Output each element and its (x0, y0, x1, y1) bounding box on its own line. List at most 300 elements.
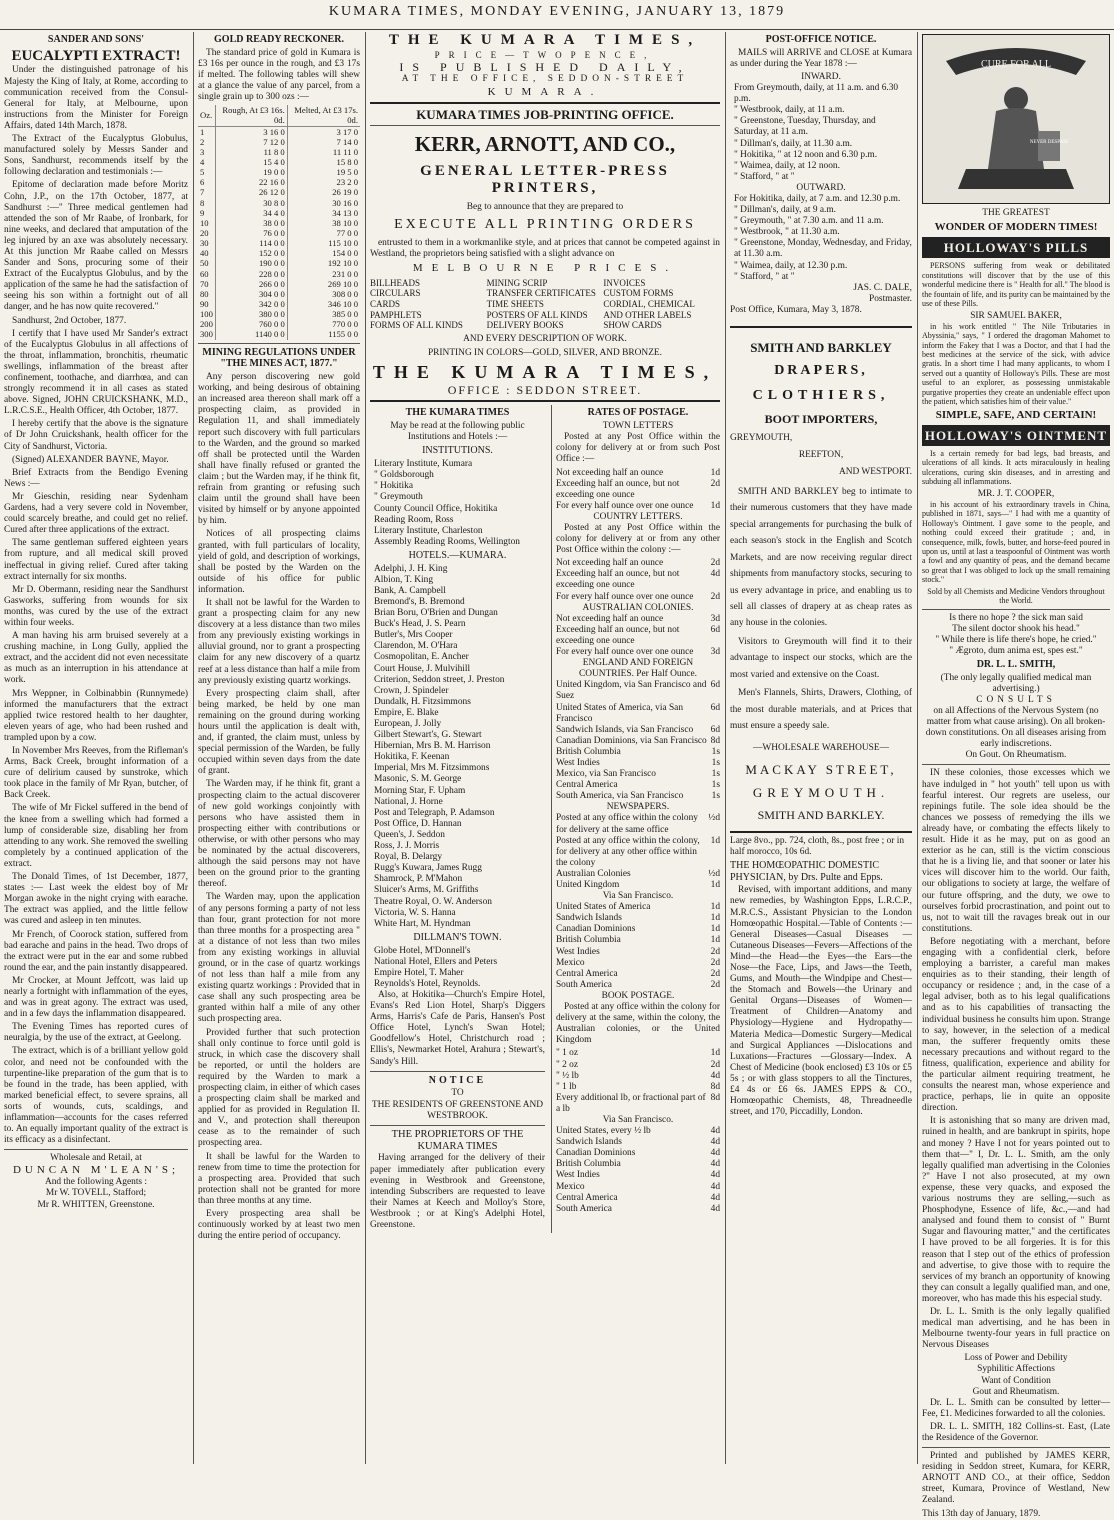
rate-value: ½d (708, 813, 720, 824)
gold-cell: 385 0 0 (287, 309, 360, 319)
rate-row (556, 558, 720, 569)
inward-item: " Stafford, " at " (734, 171, 795, 182)
rate-label: Mexico (555, 957, 585, 968)
gold-cell: 3 17 0 (287, 126, 360, 137)
rate-value: ½d (708, 868, 720, 879)
hotel-item: Queen's, J. Seddon (374, 829, 445, 840)
gold-cell: 19 5 0 (287, 167, 360, 177)
po-signed: JAS. C. DALE, (853, 282, 912, 293)
po-outward-list (730, 194, 912, 283)
rate-label: Sandwich Islands (555, 913, 622, 924)
hotel-item: Bremond's, B. Bremond (374, 596, 465, 607)
gold-cell: 269 10 0 (287, 279, 360, 289)
paragraph: Before negotiating with a merchant, before engaging with a confidential clerk, before employing a barrister, a careful man makes enquiries as to their standing, their length of occupancy or residence ; and, in the case of a legal adviser, both as to his legal qualifications and as to his capabilities of transacting the individual business he consults him upon. Strange to say, however, in the selection of a medical man, the sufferer frequently omits these necessary precautions and without regard to the fitness, qualification, experience and ability for the particular ailment requiring treatment, he consults the nearest man, whose experience and practice, perhaps, lie in quite an opposite direction. (922, 936, 1110, 1114)
gold-cell: 19 0 0 (215, 167, 287, 177)
rate-label: For every half ounce over one ounce (555, 647, 694, 658)
rate-row (556, 947, 720, 958)
rate-value: 2d (710, 558, 720, 569)
dillman-title: DILLMAN'S TOWN. (413, 931, 502, 943)
rate-row (556, 1170, 720, 1181)
paragraph: (Signed) ALEXANDER BAYNE, Mayor. (12, 454, 169, 465)
rate-label: Mexico (555, 1181, 585, 1192)
paragraph: Epitome of declaration made before Moritz Cohn, J.P., on the 17th October, 1877, at Sandhurst :—" Three medical gentlemen had attended the son of Mr Raabe, of Ironbark, for nine weeks, and declared that amputation of the leg injured by an axe was absolutely necessary. At this junction Mr Raabe called on Messrs Sander and Sons, procuring some of their Extract of the Eucalyptus Globulus, and by the application of the same he had the satisfaction of seeing his son within a fortnight out of all danger, and he has now quite recovered." (4, 180, 188, 313)
australian-title: AUSTRALIAN COLONIES. (582, 602, 694, 613)
inward-item: " Westbrook, daily, at 11 a.m. (734, 105, 845, 116)
gold-cell: 300 (200, 329, 213, 340)
gold-cell: 1 (200, 126, 205, 137)
job-item: FORMS OF ALL KINDS (370, 320, 463, 331)
rate-label: For every half ounce over one ounce (555, 500, 694, 511)
rate-label: South America, via San Francisco (555, 791, 684, 802)
svg-text:NEVER DESPAIR: NEVER DESPAIR (1029, 140, 1069, 145)
rate-value: 6d (710, 680, 720, 691)
eucalypti-title: SANDER AND SONS' (47, 34, 145, 45)
kt-published: IS PUBLISHED DAILY, (399, 60, 691, 75)
gold-cell: 38 0 0 (215, 218, 287, 228)
paragraph: Under the distinguished patronage of his Majesty the King of Italy, at Rome, according to communication received from the Consul-General for Italy, at Melbourne, upon instructions from the Minister for Foreign Affairs, dated 14th March, 1878. (4, 65, 188, 131)
gold-cell: 38 10 0 (287, 218, 360, 228)
outward-item: " Greenstone, Monday, Wednesday, and Friday, at 11.30 a.m. (734, 238, 912, 260)
gold-cell: 228 0 0 (215, 269, 287, 279)
gold-cell: 308 0 0 (287, 289, 360, 299)
outward-item: " Westbrook, " at 11.30 a.m. (734, 227, 840, 238)
paragraph: Dr. L. L. Smith is the only legally qualified medical man advertising, and he has been in Melbourne twenty-four years in full practice on Nervous Diseases (922, 1306, 1110, 1351)
rate-label: British Columbia (555, 746, 621, 757)
holloway-illustration (922, 34, 1110, 204)
rate-row (556, 813, 720, 835)
rate-label: United Kingdom, via San Francisco and Suez (555, 680, 707, 702)
rate-value: 2d (710, 968, 720, 979)
hope-1: Is there no hope ? the sick man said (949, 612, 1083, 623)
hotel-item: Crown, J. Spindeler (374, 685, 449, 696)
rate-value: 4d (710, 1126, 720, 1137)
gold-cell: 1140 0 0 (215, 329, 287, 339)
rate-value: 4d (710, 1170, 720, 1181)
also-hokitika: Also, at Hokitika—Church's Empire Hotel, Evans's Red Lion Hotel, Sharp's Diggers Arms, Harris's Cafe de Paris, Hansen's Post Office Hotel, Lynch's Swan Hotel; Goodfellow's Hotel, Christchurch road ; Ellis's, Newmarket Hotel, Arahura ; Stewart's, Sandy's Hill. (370, 989, 545, 1067)
rate-value: 4d (710, 1148, 720, 1159)
rate-value: 1d (710, 835, 720, 846)
po-date: Post Office, Kumara, May 3, 1878. (730, 304, 862, 315)
gold-row (198, 126, 360, 137)
hotel-item: Albion, T. King (374, 574, 434, 585)
book-text: Posted at any office within the colony for delivery at the same, within the colony, the Australian colonies, or the United Kingdom (555, 1002, 720, 1046)
rate-label: South America (555, 979, 612, 990)
gold-row (198, 198, 360, 208)
rates-title: RATES OF POSTAGE. (587, 407, 689, 419)
paragraph: The Evening Times has reported cures of neuralgia, by the use of the extract, at Geelong. (4, 1022, 188, 1044)
job-item: SHOW CARDS (603, 320, 662, 331)
gold-row (198, 137, 360, 147)
rate-value: 1s (711, 746, 720, 757)
gold-cell: 115 10 0 (287, 238, 360, 248)
rate-value: 1d (710, 500, 720, 511)
rate-label: Posted at any office within the colony, for delivery at any other office within the colony (555, 835, 700, 868)
rate-row (556, 736, 720, 747)
hotels-title: HOTELS.—KUMARA. (408, 549, 507, 561)
paragraph: Brief Extracts from the Bendigo Evening News :— (4, 467, 188, 489)
hotel-item: Shamrock, P. M'Mahon (374, 874, 463, 885)
rate-label: United States of America, via San Francisco (555, 702, 684, 724)
dr-want: Want of Condition (981, 1375, 1051, 1386)
rate-value: 8d (710, 1092, 720, 1103)
rate-label: United States of America (555, 902, 651, 913)
sb-drapers: DRAPERS, (774, 363, 868, 379)
paragraph: The Donald Times, of 1st December, 1877, states :— Last week the eldest boy of Mr Morgan awoke in the night crying with earache. The extract was applied, and the little fellow was cured and asleep in ten minutes. (4, 872, 188, 927)
rate-label: Central America (555, 1192, 618, 1203)
job-item: BILLHEADS (370, 277, 420, 288)
gold-cell: 200 (200, 319, 213, 330)
dillman-list (370, 946, 545, 990)
paragraph: The wife of Mr Fickel suffered in the bend of the knee from a swelling which had formed a lump of considerable size, disabling her from attending to any work. She removed the swelling completely by a continued application of the extract. (4, 803, 188, 869)
firm-beg: Beg to announce that they are prepared to (466, 201, 624, 212)
cooper-text: in his account of his extraordinary travels in China, published in 1871, says—" I had with me a quantity of Holloway's Ointment. I gave some to the people, and nothing could exceed their gratitude ; and, in consequence, milk, fowls, butter, and horse-feed poured in upon us, until at last a teaspoonful of Ointment was worth a fowl and any quantity of peas, and the demand became so great that I was obliged to lock up the small remaining stock." (922, 499, 1110, 585)
hotel-item: Ross, J. J. Morris (374, 841, 440, 852)
gold-intro: The standard price of gold in Kumara is £3 16s per ounce in the rough, and £3 17s if melted. The following tables will shew at a glance the value of any parcel, from a single grain up to 300 ozs :— (198, 47, 360, 103)
paragraph: Mr Crocker, at Mount Jeffcott, was laid up nearly a fortnight with inflammation of the eyes, and was in great agony. The extract was used, and in a few days the inflammation disappeared. (4, 975, 188, 1020)
paragraph: It shall be lawful for the Warden to renew from time to time the protection for a prospecting area. Provided that such protection shall not be granted for more than three months at any time. (198, 1151, 360, 1206)
column-kumara-times (366, 32, 724, 1464)
job-item: MINING SCRIP (486, 277, 548, 288)
rate-row (556, 880, 720, 891)
rate-label: Central America (555, 968, 618, 979)
hotel-item: Buck's Head, J. S. Pearn (374, 619, 466, 630)
paragraph: Any person discovering new gold working, and being desirous of obtaining an increased area thereon shall mark off a prospecting claim, as provided in Regulation 11, and shall immediately report such discovery with full particulars to the Warden, and the ground so marked off shall be protected until the Warden shall have finally refused or granted the claim ; but the Warden may, if he think fit, refrain from granting or refusing such claim until the ground shall have been visited by himself or by anyone appointed by him. (198, 372, 360, 527)
rate-row (556, 703, 720, 725)
gold-row (198, 208, 360, 218)
gold-cell: 60 (200, 268, 209, 279)
sb-paragraphs (730, 484, 912, 735)
rate-row (556, 980, 720, 991)
paragraph: Provided further that such protection shall only continue to force until gold is struck, in which case the discovery shall be reported, or until the holders are required by the Warden to mark a prospecting claim, in either of which cases a prospecting claim shall be marked and applied for as provided in Regulation II. and V., and protection shall thereupon cease as to the remainder of such prospecting area. (198, 1027, 360, 1149)
hotel-item: Morning Star, F. Upham (374, 785, 466, 796)
rates-country (556, 558, 720, 602)
eucalypti-headline: EUCALYPTI EXTRACT! (11, 47, 181, 64)
gold-row (198, 218, 360, 228)
institution-item: Literary Institute, Kumara (374, 459, 473, 470)
sb-boot: BOOT IMPORTERS, (764, 412, 878, 427)
hotel-item: Masonic, S. M. George (374, 774, 462, 785)
rate-value: 2d (710, 946, 720, 957)
book-title: BOOK POSTAGE. (601, 990, 675, 1001)
dillman-item: National Hotel, Ellers and Peters (374, 956, 498, 967)
rate-value: 2d (710, 979, 720, 990)
hotel-item: Victoria, W. S. Hanna (374, 907, 456, 918)
rate-value: 1d (710, 880, 720, 891)
gold-cell: 40 (200, 248, 209, 259)
firm-execute: EXECUTE ALL PRINTING ORDERS (394, 217, 696, 233)
gold-table (198, 105, 360, 339)
gold-cell: 5 (200, 167, 205, 178)
rate-label: Mexico, via San Francisco (555, 769, 656, 780)
rate-row (556, 1148, 720, 1159)
gold-cell: 30 (200, 238, 209, 249)
rate-value: 6d (710, 702, 720, 713)
gold-cell: 100 (200, 309, 213, 320)
gold-row (198, 289, 360, 299)
outward-item: " Waimea, daily, at 12.30 p.m. (734, 260, 848, 271)
rate-row (556, 1071, 720, 1082)
rates-book (556, 1048, 720, 1115)
pills-banner: HOLLOWAY'S PILLS (922, 237, 1110, 258)
dr-consults-text: on all Affections of the Nervous System (no matter from what cause arising). On all broken-down constitutions. On all diseases arising from early indiscretions. (925, 706, 1107, 750)
kt-office: AT THE OFFICE, SEDDON-STREET (401, 74, 689, 85)
institution-item: " Hokitika (374, 481, 413, 492)
hotel-item: Adelphi, J. H. King (374, 563, 448, 574)
job-item: TRANSFER CERTIFICATES (486, 288, 596, 299)
gold-cell: 30 8 0 (215, 198, 287, 208)
rate-label: Exceeding half an ounce, but not exceeding one ounce (555, 569, 680, 591)
rate-value: 6d (710, 624, 720, 635)
dr-qualified: (The only legally qualified medical man advertising.) (940, 672, 1092, 694)
hotel-item: Rugg's Kuwara, James Rugg (374, 863, 482, 874)
sb-reefton: REEFTON, (798, 449, 844, 460)
gold-cell: 26 19 0 (287, 187, 360, 197)
paragraph: Every prospecting claim shall, after being marked, be held by one man remaining on the ground during working hours until the application is dealt with, and, if granted, the claim must, unless by special permission of the Warden, be fully occupied within seven days from the date of grant. (198, 688, 360, 777)
hotel-item: Sluicer's Arms, M. Griffiths (374, 885, 479, 896)
dr-gout2: Gout and Rheumatism. (972, 1386, 1060, 1397)
rate-value: 3d (710, 647, 720, 658)
inward-item: " Dillman's, daily, at 11.30 a.m. (734, 138, 853, 149)
job-colors: PRINTING IN COLORS—GOLD, SILVER, AND BRONZE. (427, 347, 663, 358)
gold-row (198, 258, 360, 268)
dr-smith: DR. L. L. SMITH, (976, 658, 1056, 670)
dr-consults: CONSULTS (976, 694, 1056, 705)
gold-cell: 9 (200, 207, 205, 218)
rate-value: 1s (711, 791, 720, 802)
sb-name2: SMITH AND BARKLEY. (757, 808, 885, 823)
job-item: PAMPHLETS (370, 309, 422, 320)
rate-row (556, 924, 720, 935)
hotel-item: Brian Boru, O'Brien and Dungan (374, 608, 498, 619)
rate-value: 6d (710, 724, 720, 735)
gold-cell: 11 11 0 (287, 147, 360, 157)
agents-line: And the following Agents : (44, 1177, 148, 1188)
gold-row (198, 279, 360, 289)
gold-row (198, 269, 360, 279)
institution-item: Reading Room, Ross (374, 514, 454, 525)
kt-title: THE KUMARA TIMES, (388, 32, 702, 48)
rate-label: West Indies (555, 946, 600, 957)
book-ad-head: Large 8vo., pp. 724, cloth, 8s., post free ; or in half morocco, 10s 6d. (730, 835, 905, 857)
rate-value: 1d (710, 924, 720, 935)
gold-cell: 154 0 0 (287, 248, 360, 258)
gold-row (198, 228, 360, 238)
gold-cell: 77 0 0 (287, 228, 360, 238)
sb-westport: AND WESTPORT. (838, 466, 912, 477)
rate-value: 1d (710, 1048, 720, 1059)
rate-value: 4d (710, 569, 720, 580)
institution-item: " Greymouth (374, 492, 423, 503)
dr-address: DR. L. L. SMITH, 182 Collins-st. East, (Late the Residence of the Governor. (922, 1421, 1110, 1444)
rate-row (556, 791, 720, 802)
job-item: CIRCULARS (370, 288, 421, 299)
footer-office: OFFICE : SEDDON STREET. (447, 383, 643, 398)
rate-row (556, 725, 720, 736)
rate-value: 4d (710, 1159, 720, 1170)
gold-cell: 30 16 0 (287, 198, 360, 208)
gold-cell: 192 10 0 (287, 258, 360, 268)
inward-item: " Greenstone, Tuesday, Thursday, and Saturday, at 11 a.m. (734, 116, 876, 138)
printed-day: This 13th day of January, 1879. (922, 1508, 1041, 1519)
rate-value: 2d (710, 957, 720, 968)
column-post-office (726, 32, 916, 1464)
rate-label: Every additional lb, or fractional part of a lb (555, 1092, 706, 1114)
rate-label: Exceeding half an ounce, but not exceeding one ounce (555, 624, 680, 646)
gold-row (198, 187, 360, 197)
firm-name: KERR, ARNOTT, AND CO., (414, 131, 676, 156)
po-title: POST-OFFICE NOTICE. (765, 34, 877, 45)
pills-text: PERSONS suffering from weak or debilitated constitutions will discover that by the use of this wonderful medicine there is " Health for all." The blood is the fountain of life, and its purity can be maintained by the use of these Pills. (922, 261, 1110, 309)
gold-cell: 231 0 0 (287, 269, 360, 279)
masthead: KUMARA TIMES, MONDAY EVENING, JANUARY 13, 1879 (0, 4, 1114, 30)
hotel-item: Gilbert Stewart's, G. Stewart (374, 730, 482, 741)
paragraph: The same gentleman suffered eighteen years from rupture, and all medical skill proved ineffectual in giving relief. Cured after taking extract internally for six months. (4, 538, 188, 582)
rate-value: 2d (710, 478, 720, 489)
firm-entrusted: entrusted to them in a workmanlike style, and at prices that cannot be competed against in Westland, the proprietors being satisfied with a slight advance on (370, 237, 720, 259)
rate-value: 1d (710, 467, 720, 478)
gold-cell: 15 4 0 (215, 157, 287, 167)
agents-title: Wholesale and Retail, at (50, 1153, 142, 1164)
rate-label: " 2 oz (555, 1059, 579, 1070)
job-item: POSTERS OF ALL KINDS (486, 309, 588, 320)
column-eucalypti (0, 32, 192, 1464)
dr-gout: On Gout. On Rheumatism. (965, 750, 1067, 761)
rate-label: Not exceeding half an ounce (555, 467, 664, 478)
mining-paragraphs (198, 372, 360, 1242)
rate-row (556, 869, 720, 880)
rate-row (556, 913, 720, 924)
po-inward-list (730, 83, 912, 183)
gold-row (198, 157, 360, 167)
baker-text: in his work entitled " The Nile Tributaries in Abyssinia," says, " I ordered the dragoman Mahomet to inform the Fakey that I was a Doctor, and that I had the best medicines at the service of the sick, with advice gratis. In a short time I had many applicants, to whom I served out a quantity of Holloway's Pills. These are most useful to an explorer, as possessing unmistakable purgative properties they create an undeniable effect upon the patient, which satisfies him of their value." (922, 321, 1110, 407)
po-signed-role: Postmaster. (869, 293, 912, 304)
rate-value: 1s (711, 757, 720, 768)
agent-2: Mr R. WHITTEN, Greenstone. (37, 1199, 155, 1210)
job-every: AND EVERY DESCRIPTION OF WORK. (463, 333, 627, 344)
town-letters: TOWN LETTERS (602, 421, 674, 432)
hotels-list (370, 564, 545, 930)
gold-row (198, 177, 360, 187)
gold-cell: 8 (200, 197, 205, 208)
rate-label: United States, every ½ lb (555, 1126, 651, 1137)
gold-cell: 7 14 0 (287, 137, 360, 147)
hotel-item: Cosmopolitan, E. Ancher (374, 652, 469, 663)
notice-proprietors: THE PROPRIETORS OF THE KUMARA TIMES (391, 1128, 524, 1153)
gold-cell: 7 12 0 (215, 137, 287, 147)
gold-cell: 76 0 0 (215, 228, 287, 238)
rate-label: Central America (555, 780, 618, 791)
gold-cell: 34 13 0 (287, 208, 360, 218)
rate-label: British Columbia (555, 1159, 621, 1170)
rate-value: 4d (710, 1192, 720, 1203)
job-items (370, 278, 720, 331)
hotel-item: Empire, E. Blake (374, 707, 439, 718)
rate-value: 4d (710, 1181, 720, 1192)
hotel-item: Post Office, D. Hannan (374, 818, 462, 829)
gold-cell: 34 4 0 (215, 208, 287, 218)
rate-value: 2d (710, 591, 720, 602)
job-item: INVOICES (603, 277, 646, 288)
rates-town (556, 468, 720, 512)
rate-row (556, 1048, 720, 1059)
gold-title: GOLD READY RECKONER. (214, 34, 344, 45)
paragraph: A man having his arm bruised severely at a crushing machine, in Long Gully, applied the extract, and the accident did not even necessitate as much as an interruption in his attendance at work. (4, 631, 188, 686)
gold-th-melted: Melted, At £3 17s. 0d. (287, 105, 360, 126)
kt-place: KUMARA. (487, 85, 603, 98)
hotel-item: Court House, J. Mulvihill (374, 663, 471, 674)
rate-row (556, 592, 720, 603)
hotel-item: Hibernian, Mrs B. M. Harrison (374, 741, 491, 752)
gold-row (198, 329, 360, 339)
rate-label: West Indies (555, 757, 600, 768)
inward-item: " Hokitika, " at 12 noon and 6.30 p.m. (734, 149, 878, 160)
gold-row (198, 309, 360, 319)
inward-item: From Greymouth, daily, at 11 a.m. and 6.30 p.m. (734, 83, 899, 105)
via-sf-title: Via San Francisco. (602, 891, 674, 902)
rates-book-sf (556, 1126, 720, 1215)
hotel-item: Royal, B. Delargy (374, 852, 443, 863)
gold-cell: 70 (200, 278, 209, 289)
gold-cell: 342 0 0 (215, 299, 287, 309)
gold-row (198, 248, 360, 258)
paragraph: Mrs Weppner, in Colbinabbin (Runnymede) informed the manufacturers that the extract applied twice restored health to her daughter, eleven years of age, who had been rushed and trampled upon by a cow. (4, 688, 188, 743)
foreign-title: ENGLAND AND FOREIGN COUNTRIES. Per Half Ounce. (579, 658, 697, 680)
rate-value: 1s (711, 780, 720, 791)
dr-syphilitic: Syphilitic Affections (977, 1364, 1055, 1375)
eucalypti-paragraphs (4, 65, 188, 1146)
paragraph: I certify that I have used Mr Sander's extract of the Eucalyptus Globulus in all affections of the throat, inflammation, bronchitis, rheumatic swellings, inflammation of the breast after confinement, toothache, and diarrhœa, and can strongly recommend it in all cases as stated above. Signed, JOHN CRUICKSHANK, M.D., L.R.C.S.E., Health Officer, 4th October, 1877. (4, 328, 188, 417)
rate-row (556, 468, 720, 479)
rate-label: Posted at any office within the colony for delivery at the same office (555, 813, 698, 835)
institution-item: County Council Office, Hokitika (374, 503, 498, 514)
simple: SIMPLE, SAFE, AND CERTAIN! (935, 408, 1097, 421)
rate-label: Canadian Dominions (555, 1148, 636, 1159)
rate-label: South America (555, 1203, 612, 1214)
rate-label: Canadian Dominions (555, 924, 636, 935)
dillman-item: Reynolds's Hotel, Reynolds. (374, 978, 481, 989)
job-office: KUMARA TIMES JOB-PRINTING OFFICE. (416, 106, 674, 122)
gold-cell: 4 (200, 156, 205, 167)
notice-to: TO (451, 1088, 464, 1099)
rate-row (556, 1193, 720, 1204)
sold: Sold by all Chemists and Medicine Vendors throughout the World. (927, 586, 1105, 606)
gold-th-oz: Oz. (198, 105, 215, 126)
mining-title: MINING REGULATIONS UNDER "THE MINES ACT, 1877." (202, 346, 356, 370)
book-ad-title: THE HOMŒOPATHIC DOMESTIC PHYSICIAN, by Drs. Pulte and Epps. (730, 859, 883, 883)
gold-th-rough: Rough, At £3 16s. 0d. (215, 105, 287, 126)
rate-label: West Indies (555, 1170, 600, 1181)
printed-by: Printed and published by JAMES KERR, residing in Seddon street, Kumara, for KERR, ARNOTT AND CO., at their office, Seddon street, Kumara, Province of Westland, New Zealand. (922, 1451, 1110, 1506)
gold-row (198, 319, 360, 329)
hotel-item: Criterion, Seddon street, J. Preston (374, 674, 505, 685)
rate-row (556, 614, 720, 625)
institutions-list (370, 459, 545, 548)
gold-cell: 152 0 0 (215, 248, 287, 258)
rate-value: 1d (710, 913, 720, 924)
rate-row (556, 747, 720, 758)
rate-row (556, 647, 720, 658)
footer-title: THE KUMARA TIMES, (372, 361, 718, 382)
hotel-item: Butler's, Mrs Cooper (374, 630, 453, 641)
rate-row (556, 479, 720, 501)
paragraph: The Extract of the Eucalyptus Globulus, manufactured solely by Messrs Sander and Sons, Sandhurst, recommends itself by the following declaration and testimonials :— (4, 134, 188, 178)
sb-clothiers: CLOTHIERS, (752, 387, 890, 403)
gold-cell: 760 0 0 (215, 319, 287, 329)
outward-item: " Greymouth, " at 7.30 a.m. and 11 a.m. (734, 216, 884, 227)
paragraph: Notices of all prospecting claims granted, with full particulars of locality, yield of gold, and description of workings, shall be posted by the Warden on the outside of his office for public information. (198, 529, 360, 595)
rate-value: 2d (710, 1059, 720, 1070)
rate-row (556, 1182, 720, 1193)
